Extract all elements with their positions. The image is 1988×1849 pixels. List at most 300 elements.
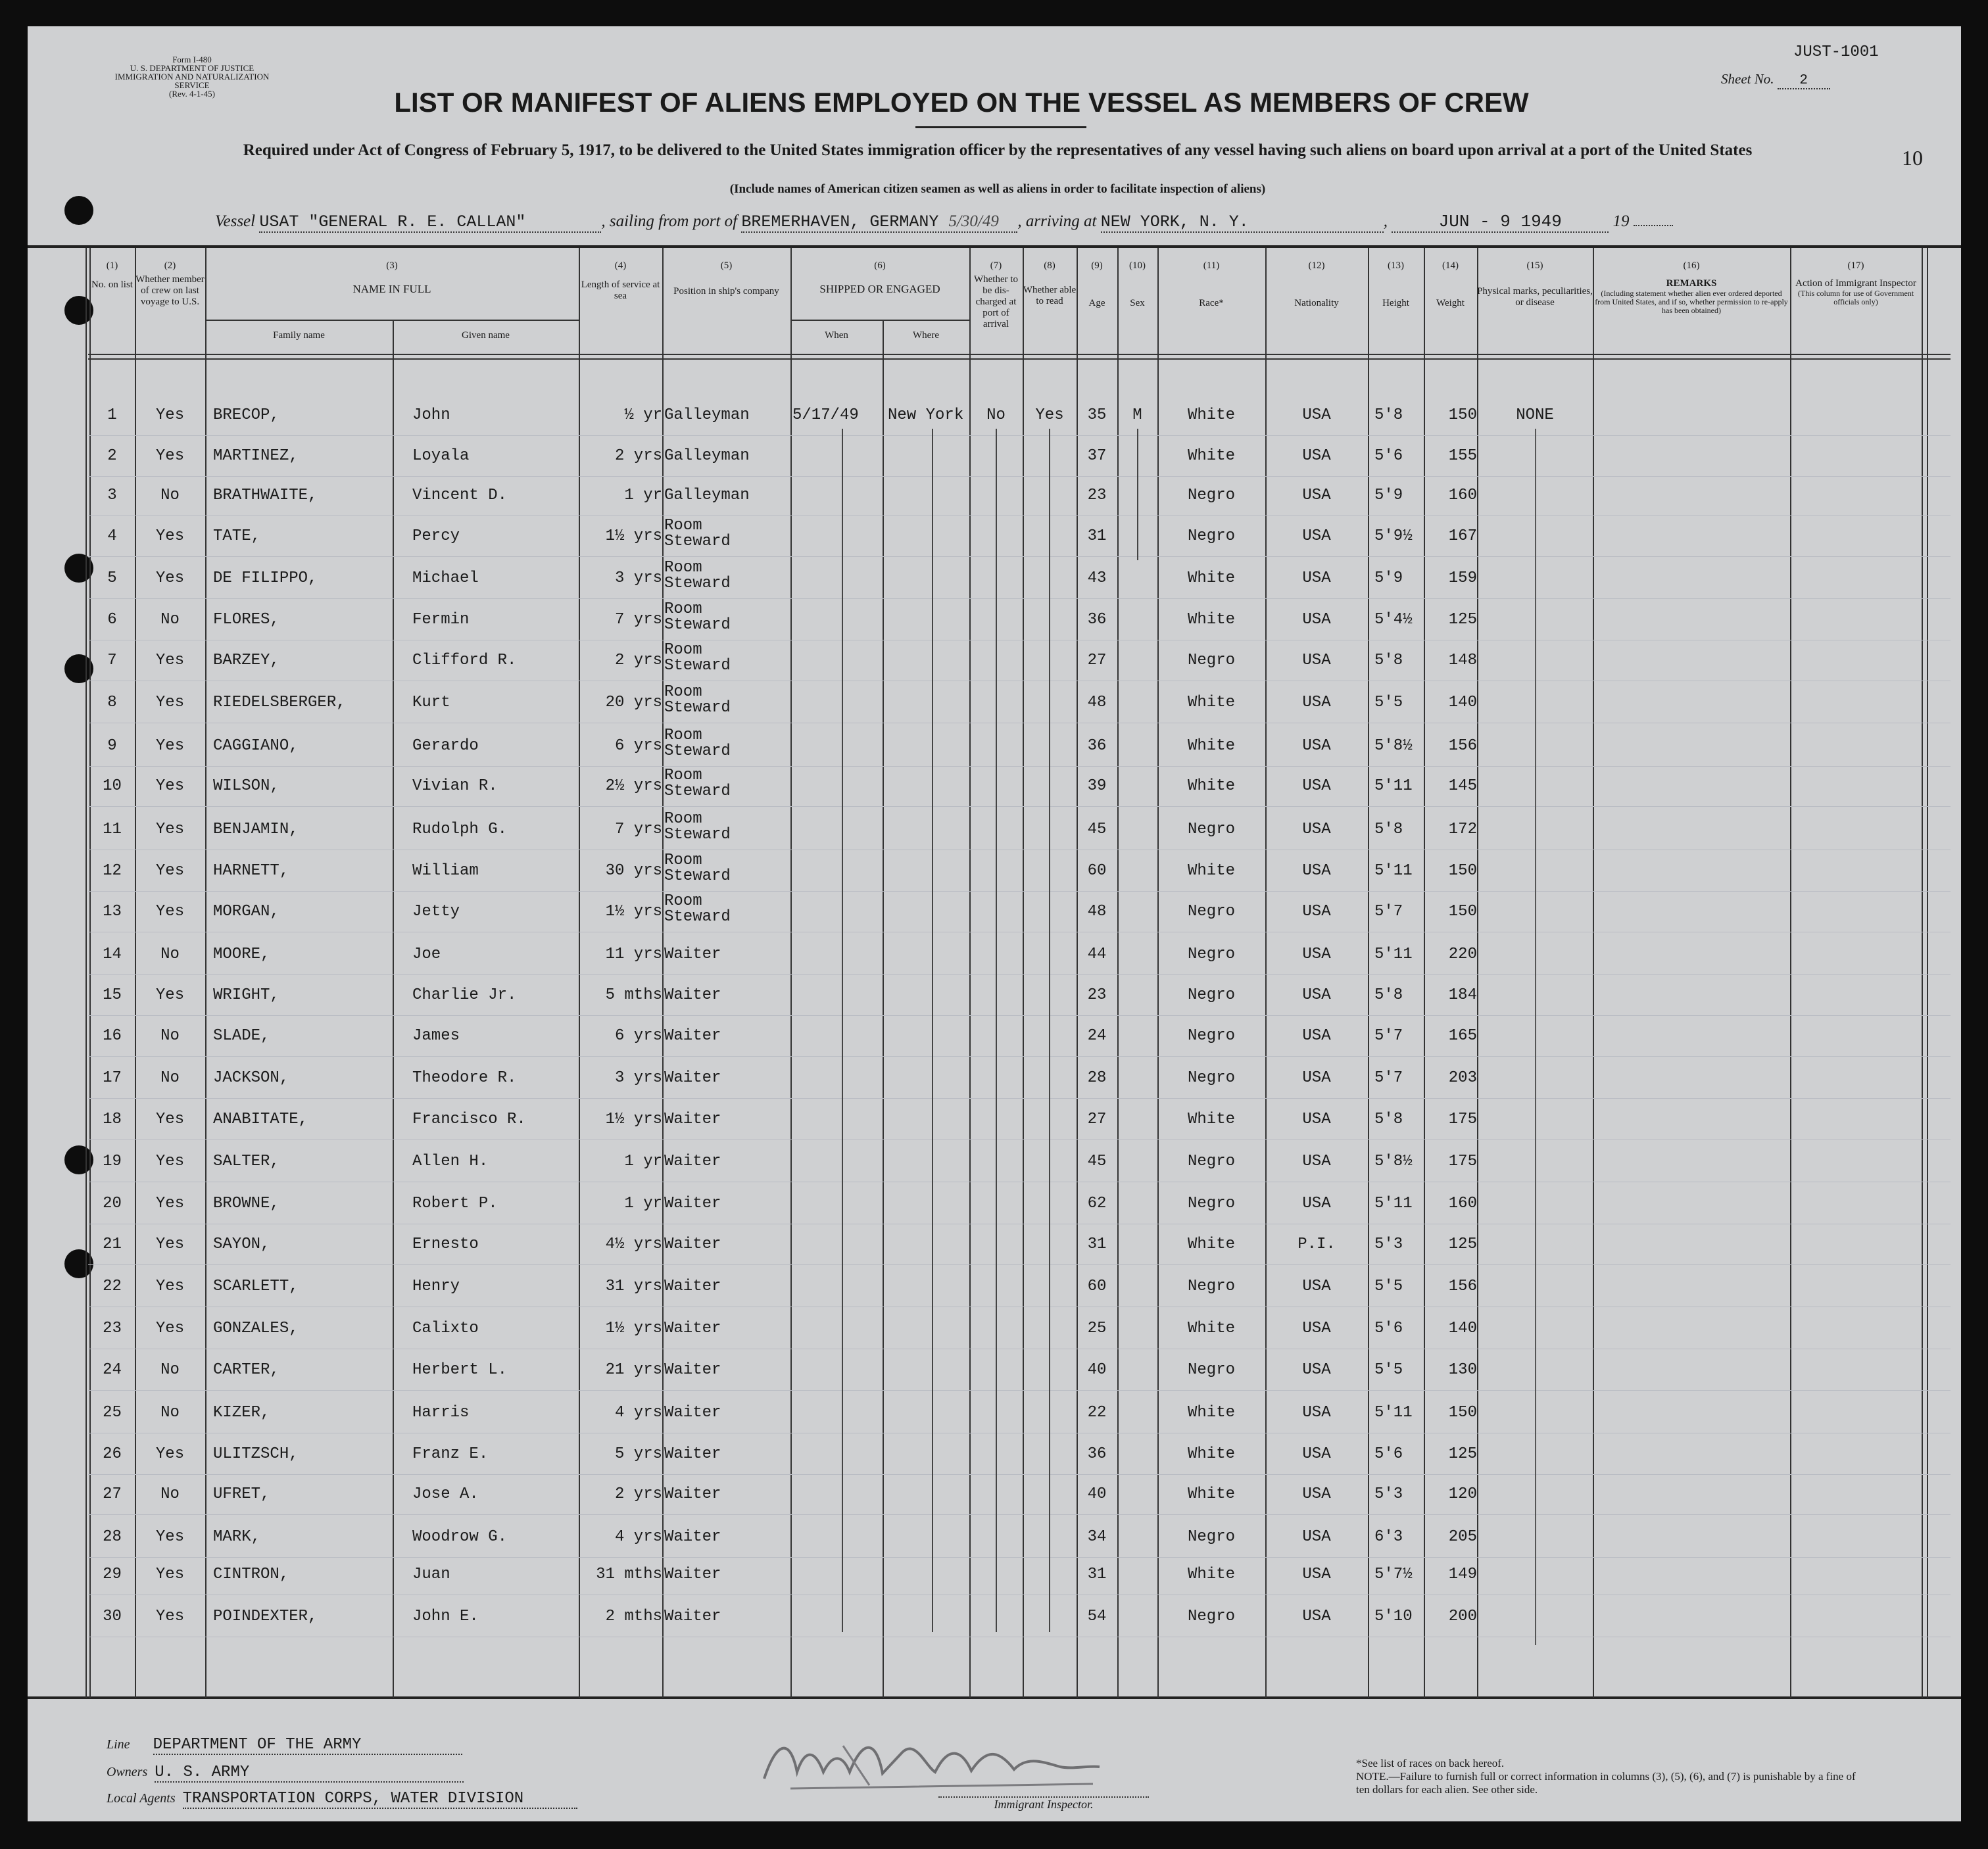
race: Negro [1187, 487, 1235, 504]
row-number: 22 [103, 1278, 122, 1295]
height: 5'11 [1374, 1404, 1413, 1422]
member-last-voyage: Yes [155, 1608, 185, 1625]
position: Waiter [664, 986, 721, 1004]
length-of-service: ½ yr [624, 406, 662, 424]
sheet-number-label: Sheet No. 2 [1721, 71, 1830, 89]
height: 5'3 [1374, 1485, 1403, 1503]
family-name: ANABITATE, [213, 1111, 308, 1128]
position: Room Steward [664, 559, 731, 592]
row-number: 2 [107, 447, 117, 465]
revision: (Rev. 4-1-45) [169, 89, 215, 99]
family-name: HARNETT, [213, 862, 289, 880]
height: 5'7 [1374, 903, 1403, 921]
family-name: POINDEXTER, [213, 1608, 318, 1625]
nationality: P.I. [1297, 1236, 1336, 1253]
owners-value: U. S. ARMY [155, 1764, 464, 1783]
length-of-service: 4 yrs [614, 1404, 662, 1422]
weight: 172 [1448, 821, 1477, 838]
service: IMMIGRATION AND NATURALIZATION SERVICE [114, 72, 270, 90]
nationality: USA [1302, 1404, 1331, 1422]
position: Room Steward [664, 641, 731, 675]
length-of-service: 7 yrs [614, 611, 662, 629]
age: 54 [1087, 1608, 1107, 1625]
nationality: USA [1302, 694, 1331, 711]
weight: 130 [1448, 1361, 1477, 1379]
family-name: TATE, [213, 527, 261, 545]
nationality: USA [1302, 986, 1331, 1004]
given-name: Jose A. [412, 1485, 479, 1503]
height: 5'9 [1374, 569, 1403, 587]
age: 44 [1087, 946, 1107, 963]
punch-hole [64, 196, 93, 225]
weight: 140 [1448, 694, 1477, 711]
length-of-service: 2 yrs [614, 447, 662, 465]
length-of-service: 3 yrs [614, 569, 662, 587]
age: 28 [1087, 1069, 1107, 1087]
height: 5'8½ [1374, 1153, 1413, 1170]
position: Room Steward [664, 600, 731, 634]
height: 5'5 [1374, 694, 1403, 711]
race: White [1187, 406, 1235, 424]
row-number: 1 [107, 406, 117, 424]
row-1-discharged: No [986, 406, 1006, 424]
row-number: 15 [103, 986, 122, 1004]
age: 22 [1087, 1404, 1107, 1422]
row-number: 18 [103, 1111, 122, 1128]
length-of-service: 1 yr [624, 1153, 662, 1170]
race: White [1187, 1111, 1235, 1128]
fine-note: NOTE.—Failure to furnish full or correct information in columns (3), (5), (6), and (7) is punishable by a fine of ten dollars for each alien. See other side. [1356, 1770, 1856, 1796]
member-last-voyage: Yes [155, 406, 185, 424]
family-name: MORGAN, [213, 903, 279, 921]
race: White [1187, 862, 1235, 880]
nationality: USA [1302, 611, 1331, 629]
given-name: Robert P. [412, 1195, 498, 1213]
col-16-header: (16) REMARKS (Including statement whether alien ever ordered deported from United States, and if so, whether permission to re-apply has been obtained) [1595, 260, 1788, 315]
weight: 165 [1448, 1027, 1477, 1045]
length-of-service: 30 yrs [605, 862, 662, 880]
nationality: USA [1302, 487, 1331, 504]
member-last-voyage: Yes [155, 569, 185, 587]
position: Waiter [664, 946, 721, 963]
row-number: 16 [103, 1027, 122, 1045]
family-name: SALTER, [213, 1153, 279, 1170]
family-name: BRECOP, [213, 406, 279, 424]
height: 5'11 [1374, 946, 1413, 963]
weight: 175 [1448, 1111, 1477, 1128]
age: 36 [1087, 737, 1107, 755]
position: Waiter [664, 1027, 721, 1045]
age: 31 [1087, 1236, 1107, 1253]
given-name: John [412, 406, 450, 424]
row-number: 20 [103, 1195, 122, 1213]
weight: 150 [1448, 903, 1477, 921]
position: Room Steward [664, 892, 731, 926]
line-value: DEPARTMENT OF THE ARMY [153, 1736, 462, 1755]
member-last-voyage: Yes [155, 1278, 185, 1295]
weight: 140 [1448, 1320, 1477, 1337]
race: Negro [1187, 821, 1235, 838]
height: 5'8½ [1374, 737, 1413, 755]
nationality: USA [1302, 1485, 1331, 1503]
age: 37 [1087, 447, 1107, 465]
row-1-able-read: Yes [1035, 406, 1064, 424]
col-13-header: (13) Height [1382, 260, 1409, 308]
race: White [1187, 1404, 1235, 1422]
weight: 155 [1448, 447, 1477, 465]
weight: 125 [1448, 1236, 1477, 1253]
family-name: BENJAMIN, [213, 821, 299, 838]
position: Room Steward [664, 727, 731, 760]
weight: 203 [1448, 1069, 1477, 1087]
line-field: Line DEPARTMENT OF THE ARMY [107, 1736, 462, 1755]
length-of-service: 2 mths [605, 1608, 662, 1625]
nationality: USA [1302, 527, 1331, 545]
given-name: Percy [412, 527, 460, 545]
ditto-line [932, 429, 933, 1632]
family-name: BRATHWAITE, [213, 487, 318, 504]
row-number: 12 [103, 862, 122, 880]
position: Galleyman [664, 487, 750, 504]
age: 34 [1087, 1528, 1107, 1546]
nationality: USA [1302, 1153, 1331, 1170]
position: Waiter [664, 1361, 721, 1379]
family-name: CINTRON, [213, 1566, 289, 1583]
row-number: 29 [103, 1566, 122, 1583]
row-number: 14 [103, 946, 122, 963]
position: Waiter [664, 1608, 721, 1625]
given-name: Joe [412, 946, 441, 963]
height: 5'5 [1374, 1278, 1403, 1295]
nationality: USA [1302, 652, 1331, 669]
weight: 160 [1448, 1195, 1477, 1213]
vessel-name: USAT "GENERAL R. E. CALLAN" [259, 212, 601, 233]
sheet-number: 2 [1778, 73, 1830, 89]
table-top-border [28, 245, 1961, 248]
member-last-voyage: Yes [155, 862, 185, 880]
height: 5'11 [1374, 777, 1413, 795]
age: 39 [1087, 777, 1107, 795]
given-name: Gerardo [412, 737, 479, 755]
family-name: MARTINEZ, [213, 447, 299, 465]
nationality: USA [1302, 903, 1331, 921]
position: Waiter [664, 1195, 721, 1213]
row-number: 19 [103, 1153, 122, 1170]
nationality: USA [1302, 1069, 1331, 1087]
member-last-voyage: Yes [155, 777, 185, 795]
row-number: 26 [103, 1445, 122, 1463]
weight: 120 [1448, 1485, 1477, 1503]
member-last-voyage: Yes [155, 527, 185, 545]
race: Negro [1187, 1528, 1235, 1546]
age: 25 [1087, 1320, 1107, 1337]
row-number: 9 [107, 737, 117, 755]
weight: 167 [1448, 527, 1477, 545]
weight: 125 [1448, 1445, 1477, 1463]
race: White [1187, 1485, 1235, 1503]
position: Room Steward [664, 810, 731, 844]
family-name: CAGGIANO, [213, 737, 299, 755]
height: 5'10 [1374, 1608, 1413, 1625]
length-of-service: 31 yrs [605, 1278, 662, 1295]
length-of-service: 21 yrs [605, 1361, 662, 1379]
owners-field: Owners U. S. ARMY [107, 1764, 464, 1783]
length-of-service: 7 yrs [614, 821, 662, 838]
length-of-service: 6 yrs [614, 737, 662, 755]
age: 31 [1087, 1566, 1107, 1583]
given-name: Franz E. [412, 1445, 489, 1463]
nationality: USA [1302, 1361, 1331, 1379]
ditto-line [1535, 429, 1536, 1645]
given-name: Herbert L. [412, 1361, 508, 1379]
agents-field: Local Agents TRANSPORTATION CORPS, WATER DIVISION [107, 1790, 577, 1809]
given-name: John E. [412, 1608, 479, 1625]
race: Negro [1187, 986, 1235, 1004]
arrival-stamp: JUN - 9 1949 [1392, 212, 1609, 233]
position: Waiter [664, 1236, 721, 1253]
race: White [1187, 611, 1235, 629]
race: Negro [1187, 1608, 1235, 1625]
weight: 148 [1448, 652, 1477, 669]
col-1-header: (1) No. on list [91, 260, 133, 290]
col-12-header: (12) Nationality [1294, 260, 1339, 308]
race: White [1187, 1566, 1235, 1583]
length-of-service: 1 yr [624, 487, 662, 504]
member-last-voyage: Yes [155, 1153, 185, 1170]
height: 5'7½ [1374, 1566, 1413, 1583]
height: 5'8 [1374, 652, 1403, 669]
height: 5'8 [1374, 986, 1403, 1004]
family-name: ULITZSCH, [213, 1445, 299, 1463]
length-of-service: 1½ yrs [605, 1111, 662, 1128]
row-number: 10 [103, 777, 122, 795]
given-name: Clifford R. [412, 652, 517, 669]
height: 5'11 [1374, 862, 1413, 880]
col-14-header: (14) Weight [1436, 260, 1465, 308]
nationality: USA [1302, 821, 1331, 838]
age: 35 [1087, 406, 1107, 424]
row-number: 5 [107, 569, 117, 587]
given-name: Woodrow G. [412, 1528, 508, 1546]
given-name: Loyala [412, 447, 470, 465]
length-of-service: 31 mths [596, 1566, 662, 1583]
nationality: USA [1302, 569, 1331, 587]
department: U. S. DEPARTMENT OF JUSTICE [130, 63, 255, 73]
inspector-label: Immigrant Inspector. [938, 1796, 1149, 1812]
footer-notes [1356, 1757, 1856, 1796]
position: Room Steward [664, 852, 731, 885]
weight: 156 [1448, 1278, 1477, 1295]
race: Negro [1187, 1361, 1235, 1379]
weight: 220 [1448, 946, 1477, 963]
page-title: LIST OR MANIFEST OF ALIENS EMPLOYED ON THE VESSEL AS MEMBERS OF CREW [394, 87, 1529, 118]
race: White [1187, 1445, 1235, 1463]
given-name: Allen H. [412, 1153, 489, 1170]
inspector-signature [751, 1726, 1119, 1798]
row-number: 23 [103, 1320, 122, 1337]
form-code: JUST-1001 [1793, 43, 1879, 61]
row-number: 6 [107, 611, 117, 629]
position: Waiter [664, 1278, 721, 1295]
where-header: Where [913, 330, 939, 341]
family-name: MOORE, [213, 946, 270, 963]
row-number: 7 [107, 652, 117, 669]
length-of-service: 6 yrs [614, 1027, 662, 1045]
member-last-voyage: No [160, 611, 180, 629]
ditto-line [996, 429, 997, 1632]
age: 48 [1087, 694, 1107, 711]
length-of-service: 2 yrs [614, 1485, 662, 1503]
given-name: Michael [412, 569, 479, 587]
title-rule [915, 126, 1086, 128]
age: 23 [1087, 487, 1107, 504]
family-name: RIEDELSBERGER, [213, 694, 346, 711]
family-name: FLORES, [213, 611, 279, 629]
race: White [1187, 777, 1235, 795]
member-last-voyage: No [160, 1361, 180, 1379]
weight: 159 [1448, 569, 1477, 587]
given-name: James [412, 1027, 460, 1045]
page-mark: 10 [1902, 146, 1923, 170]
races-note: *See list of races on back hereof. [1356, 1757, 1505, 1769]
row-number: 21 [103, 1236, 122, 1253]
col-7-header: (7) Whether to be dis-charged at port of arrival [973, 260, 1019, 329]
age: 31 [1087, 527, 1107, 545]
col-17-header: (17) Action of Immigrant Inspector (This column for use of Government officials only) [1795, 260, 1916, 306]
family-name: DE FILIPPO, [213, 569, 318, 587]
race: White [1187, 1236, 1235, 1253]
row-number: 17 [103, 1069, 122, 1087]
length-of-service: 1½ yrs [605, 527, 662, 545]
length-of-service: 11 yrs [605, 946, 662, 963]
height: 5'7 [1374, 1069, 1403, 1087]
weight: 205 [1448, 1528, 1477, 1546]
row-number: 3 [107, 487, 117, 504]
nationality: USA [1302, 1111, 1331, 1128]
position: Waiter [664, 1320, 721, 1337]
nationality: USA [1302, 1445, 1331, 1463]
port-to: NEW YORK, N. Y. [1101, 212, 1384, 233]
height: 5'7 [1374, 1027, 1403, 1045]
given-name-header: Given name [462, 330, 510, 341]
col-5-header: (5) Position in ship's company [673, 260, 779, 297]
given-name: William [412, 862, 479, 880]
length-of-service: 5 mths [605, 986, 662, 1004]
ditto-line [842, 429, 843, 1632]
row-number: 24 [103, 1361, 122, 1379]
voyage-line: Vessel USAT "GENERAL R. E. CALLAN" , sailing from port of BREMERHAVEN, GERMANY 5/30/49 , arriving at NEW YORK, N. Y. , JUN - 9 1949 19 [215, 212, 1673, 233]
age: 43 [1087, 569, 1107, 587]
age: 40 [1087, 1485, 1107, 1503]
length-of-service: 3 yrs [614, 1069, 662, 1087]
race: White [1187, 737, 1235, 755]
family-name: WILSON, [213, 777, 279, 795]
age: 48 [1087, 903, 1107, 921]
weight: 150 [1448, 406, 1477, 424]
position: Waiter [664, 1069, 721, 1087]
col-10-header: (10) Sex [1129, 260, 1146, 308]
given-name: Harris [412, 1404, 470, 1422]
nationality: USA [1302, 862, 1331, 880]
member-last-voyage: Yes [155, 903, 185, 921]
age: 27 [1087, 652, 1107, 669]
position: Waiter [664, 1566, 721, 1583]
row-1-when: 5/17/49 [792, 406, 859, 424]
member-last-voyage: Yes [155, 1236, 185, 1253]
manifest-sheet [28, 26, 1961, 1821]
race: Negro [1187, 1069, 1235, 1087]
family-name: BROWNE, [213, 1195, 279, 1213]
given-name: Charlie Jr. [412, 986, 517, 1004]
height: 5'3 [1374, 1236, 1403, 1253]
position: Room Steward [664, 683, 731, 717]
race: Negro [1187, 1153, 1235, 1170]
length-of-service: 2½ yrs [605, 777, 662, 795]
nationality: USA [1302, 1528, 1331, 1546]
race: Negro [1187, 1027, 1235, 1045]
race: White [1187, 1320, 1235, 1337]
col-6-header: (6) SHIPPED OR ENGAGED [819, 260, 940, 295]
position: Waiter [664, 1445, 721, 1463]
position: Galleyman [664, 406, 750, 424]
position: Waiter [664, 1111, 721, 1128]
nationality: USA [1302, 1566, 1331, 1583]
nationality: USA [1302, 1608, 1331, 1625]
col-4-header: (4) Length of service at sea [581, 260, 660, 301]
given-name: Fermin [412, 611, 470, 629]
race: Negro [1187, 652, 1235, 669]
given-name: Ernesto [412, 1236, 479, 1253]
col-2-header: (2) Whether member of crew on last voyage to U.S. [135, 260, 205, 307]
row-number: 27 [103, 1485, 122, 1503]
age: 60 [1087, 1278, 1107, 1295]
given-name: Kurt [412, 694, 450, 711]
col-8-header: (8) Whether able to read [1023, 260, 1077, 306]
given-name: Francisco R. [412, 1111, 526, 1128]
height: 6'3 [1374, 1528, 1403, 1546]
age: 27 [1087, 1111, 1107, 1128]
family-name: BARZEY, [213, 652, 279, 669]
length-of-service: 5 yrs [614, 1445, 662, 1463]
nationality: USA [1302, 737, 1331, 755]
given-name: Jetty [412, 903, 460, 921]
given-name: Rudolph G. [412, 821, 508, 838]
height: 5'8 [1374, 821, 1403, 838]
given-name: Vivian R. [412, 777, 498, 795]
family-name-header: Family name [273, 330, 325, 341]
ditto-line [1137, 429, 1138, 560]
nationality: USA [1302, 447, 1331, 465]
given-name: Calixto [412, 1320, 479, 1337]
family-name: MARK, [213, 1528, 261, 1546]
row-1-where: New York [888, 406, 964, 424]
age: 45 [1087, 1153, 1107, 1170]
height: 5'6 [1374, 1320, 1403, 1337]
height: 5'5 [1374, 1361, 1403, 1379]
family-name: JACKSON, [213, 1069, 289, 1087]
race: White [1187, 694, 1235, 711]
nationality: USA [1302, 1027, 1331, 1045]
member-last-voyage: No [160, 1404, 180, 1422]
row-1-sex: M [1132, 406, 1142, 424]
race: White [1187, 447, 1235, 465]
member-last-voyage: Yes [155, 986, 185, 1004]
col-9-header: (9) Age [1088, 260, 1105, 308]
family-name: KIZER, [213, 1404, 270, 1422]
weight: 175 [1448, 1153, 1477, 1170]
family-name: SAYON, [213, 1236, 270, 1253]
member-last-voyage: No [160, 946, 180, 963]
